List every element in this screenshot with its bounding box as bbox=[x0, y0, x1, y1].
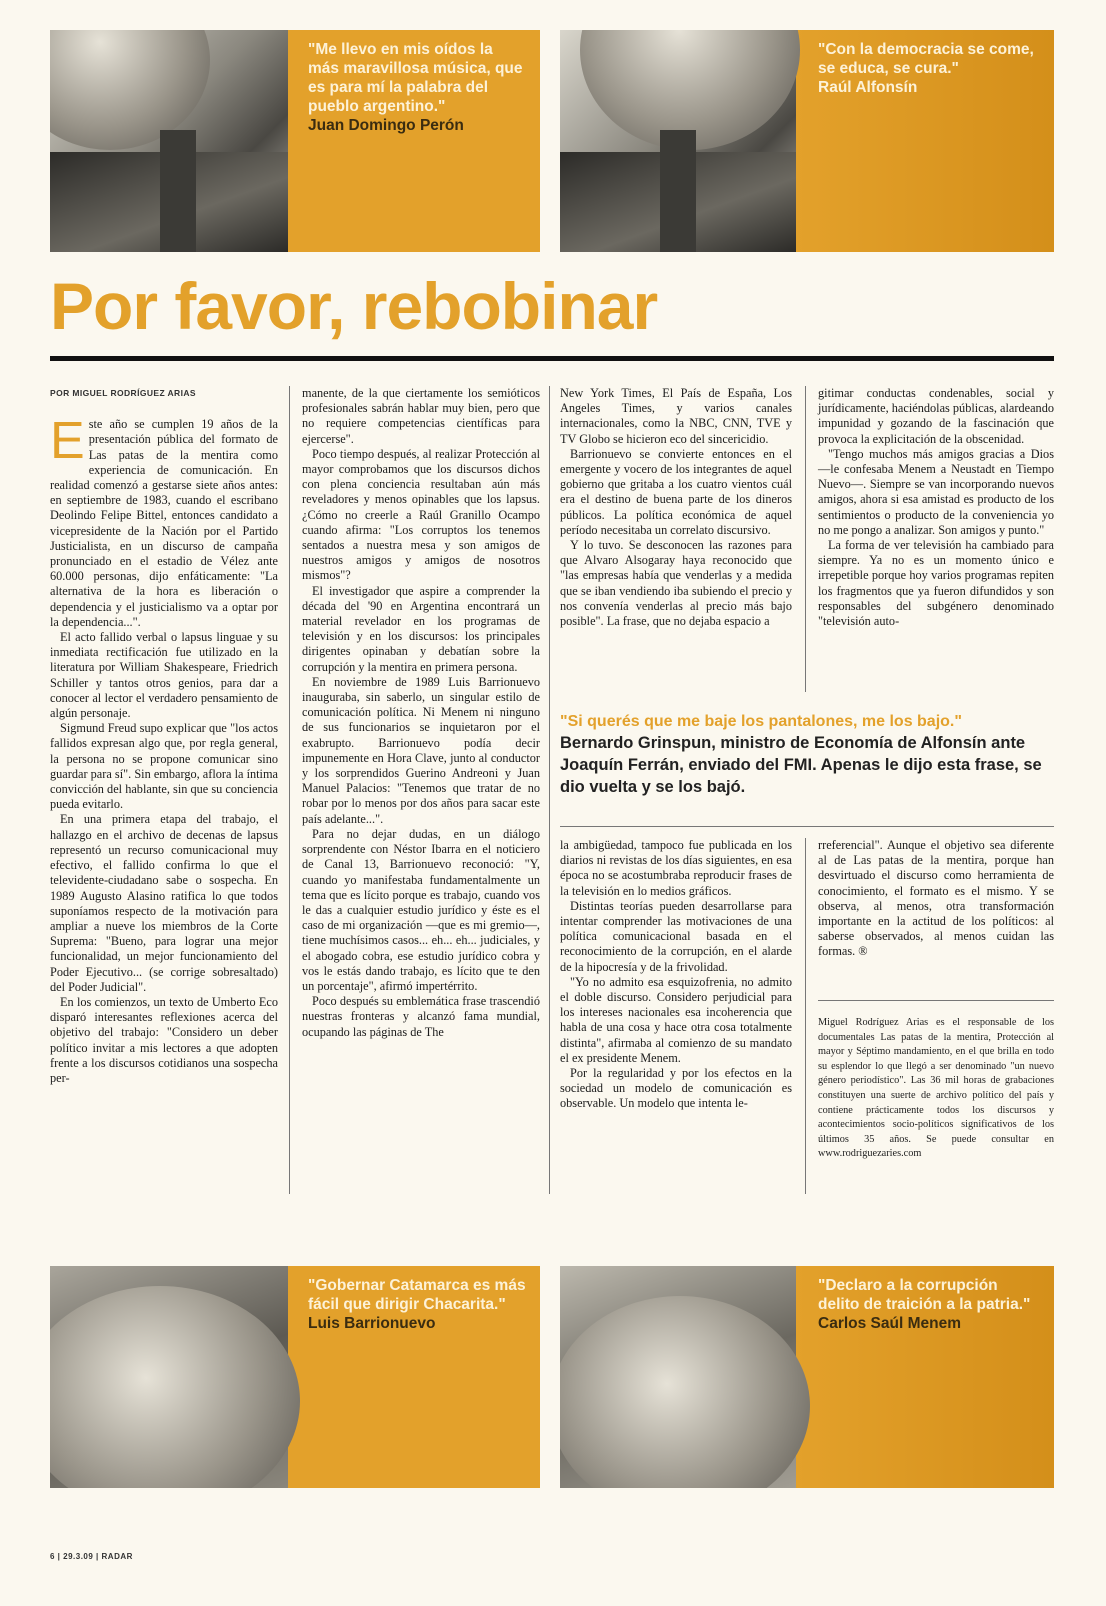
quote-author: Carlos Saúl Menem bbox=[818, 1315, 961, 1332]
paragraph: En noviembre de 1989 Luis Barrionuevo inauguraba, sin saberlo, un singular estilo de comunicación política. Ni Menem ni ninguno de sus funcionarios se inquietaron por el exabrupto. Barrionuevo podía decir impunemente en Hora Clave, junto al conductor y los sorprendidos Guerino Andreoni y Juan Manuel Palacios: "Tenemos que tratar de no robar por lo menos por dos años para sacar este país adelante...". bbox=[302, 674, 540, 826]
column-divider bbox=[549, 386, 550, 1194]
column-4-bottom bbox=[818, 838, 1054, 960]
paragraph: Por la regularidad y por los efectos en la sociedad un modelo de comunicación es observable. Un modelo que intenta le- bbox=[560, 1066, 792, 1111]
column-3-top bbox=[560, 386, 792, 629]
paragraph: En los comienzos, un texto de Umberto Eco disparó interesantes reflexiones acerca del objetivo del trabajo: "Considero un deber político invitar a mis lectores a que adopten frente a los discursos cotidianos una sospecha per- bbox=[50, 994, 278, 1085]
pull-quote bbox=[560, 712, 1054, 798]
page-footer: 6 | 29.3.09 | RADAR bbox=[50, 1552, 133, 1561]
headline: Por favor, rebobinar bbox=[50, 269, 658, 343]
pull-quote-rule bbox=[560, 826, 1054, 827]
paragraph: Y lo tuvo. Se desconocen las razones para que Alvaro Alsogaray haya reconocido que "las empresas había que venderlas y a medida que se iban vendiendo iba subiendo el precio y nos convenía venderlas al precio más bajo posible". La frase, que no dejaba espacio a bbox=[560, 538, 792, 629]
paragraph: El investigador que aspire a comprender la década del '90 en Argentina encontrará un material revelador en los programas de televisión y en los discursos: los principales dirigentes opinaban y debatían sobre la corrupción y la mentira en primera persona. bbox=[302, 583, 540, 674]
quote-box-barrionuevo bbox=[288, 1266, 540, 1488]
quote-text: "Gobernar Catamarca es más fácil que dirigir Chacarita." bbox=[308, 1277, 526, 1313]
paragraph: Barrionuevo se convierte entonces en el emergente y vocero de los integrantes de aquel gobierno que gritaba a los cuatro vientos cuál era el destino de buena parte de los dineros públicos. La política económica de aquel período necesitaba un correlato discursivo. bbox=[560, 446, 792, 537]
peron-photo bbox=[50, 30, 288, 252]
paragraph: "Yo no admito esa esquizofrenia, no admito el doble discurso. Considero perjudicial para los intereses nacionales esa incoherencia que habla de una cosa y hace otra cosa totalmente distinta", afirmaba al comienzo de su mandato el ex presidente Menem. bbox=[560, 974, 792, 1065]
alfonsin-photo bbox=[560, 30, 796, 252]
column-3-bottom bbox=[560, 838, 792, 1112]
pull-quote-attribution: Bernardo Grinspun, ministro de Economía de Alfonsín ante Joaquín Ferrán, enviado del FMI. Apenas le dijo esta frase, se dio vuelta y se los bajó. bbox=[560, 734, 1042, 796]
paragraph: gitimar conductas condenables, social y jurídicamente, haciéndolas públicas, alardeando impunidad y gozando de la fascinación que provoca la explicitación de la obscenidad. bbox=[818, 386, 1054, 446]
author-bio: Miguel Rodríguez Arias es el responsable de los documentales Las patas de la mentira, Protección al mayor y Séptimo mandamiento, en el que brilla en todo su esplendor lo que llegó a ser denominado "un nuevo género periodístico". Las 36 mil horas de grabaciones constituyen una suerte de archivo político del país y contiene prácticamente todos los discursos y acontecimientos socio-políticos significativos de los últimos 35 años. Se puede consultar en www.rodriguezaries.com bbox=[818, 1017, 1054, 1160]
quote-text: "Con la democracia se come, se educa, se cura." bbox=[818, 41, 1034, 77]
barrionuevo-photo bbox=[50, 1266, 288, 1488]
quote-panel-barrionuevo bbox=[50, 1266, 540, 1488]
pull-quote-text: "Si querés que me baje los pantalones, me los bajo." bbox=[560, 713, 962, 730]
paragraph: la ambigüedad, tampoco fue publicada en los diarios ni revistas de los días siguientes, en esa época no se acostumbraba reproducir frases de la televisión en lo medios gráficos. bbox=[560, 838, 792, 898]
quote-author: Luis Barrionuevo bbox=[308, 1315, 436, 1332]
paragraph: En una primera etapa del trabajo, el hallazgo en el archivo de decenas de lapsus representó un recurso comunicacional muy efectivo, el fallido confirma lo que el televidente-ciudadano sabe o sospecha. En 1989 Augusto Alasino ratifica lo que todos suponíamos respecto de la motivación para ampliar a nueve los miembros de la Corte Suprema: "Bueno, para lograr una mejor funcionalidad, un mejor funcionamiento del Poder Ejecutivo... (se corrige sobresaltado) del Poder Judicial". bbox=[50, 812, 278, 994]
quote-text: "Me llevo en mis oídos la más maravillosa música, que es para mí la palabra del pueblo argentino." bbox=[308, 41, 523, 115]
paragraph: manente, de la que ciertamente los semióticos profesionales sabrán hablar muy bien, pero que no requiere competencias científicas para ejercerse". bbox=[302, 386, 540, 446]
headline-rule bbox=[50, 356, 1054, 361]
column-divider bbox=[805, 838, 806, 1194]
quote-box-menem bbox=[796, 1266, 1054, 1488]
column-divider bbox=[805, 386, 806, 692]
paragraph: Sigmund Freud supo explicar que "los actos fallidos expresan algo que, por regla general, la persona no se propone comunicar sino guardar para sí". Sin embargo, aflora la íntima convicción del hablante, sin que su conciencia pueda evitarlo. bbox=[50, 721, 278, 812]
column-2 bbox=[302, 386, 540, 1040]
column-1 bbox=[50, 386, 278, 1086]
quote-panel-alfonsin bbox=[560, 30, 1054, 252]
paragraph: Distintas teorías pueden desarrollarse para intentar comprender las motivaciones de una política comunicacional basada en el reconocimiento de la corrupción, en el alarde de la hipocresía y de la frivolidad. bbox=[560, 898, 792, 974]
paragraph: rreferencial". Aunque el objetivo sea diferente al de Las patas de la mentira, porque han desvirtuado el discurso como herramienta de conocimiento, el formato es el mismo. Y se observa, al menos, otra transformación importante en la actitud de los políticos: al saberse observados, al menos cuidan las formas. ® bbox=[818, 838, 1054, 959]
menem-photo bbox=[560, 1266, 796, 1488]
column-4-top bbox=[818, 386, 1054, 629]
paragraph: Para no dejar dudas, en un diálogo sorprendente con Néstor Ibarra en el noticiero de Canal 13, Barrionuevo reconoció: "Y, cuando yo manifestaba fundamentalmente un tema que es lícito porque es trabajo, cuando vos le das a cualquier estudio jurídico y éste es el caso de mi organización —que es mi gremio—, tiene muchísimos casos... eh... eh... judiciales, y el abogado cobra, ese estudio jurídico cobra y vos le estás dando trabajo, es lícito que te den un porcentaje", afirmó impertérrito. bbox=[302, 826, 540, 993]
column-divider bbox=[289, 386, 290, 1194]
quote-author: Juan Domingo Perón bbox=[308, 117, 464, 134]
quote-panel-peron bbox=[50, 30, 540, 252]
quote-text: "Declaro a la corrupción delito de traición a la patria." bbox=[818, 1277, 1031, 1313]
quote-box-alfonsin bbox=[796, 30, 1054, 252]
paragraph: La forma de ver televisión ha cambiado para siempre. Ya no es un momento único e irrepetible porque hoy varios programas repiten los fragmentos que ya fueron difundidos y son responsables del subgénero denominado "televisión auto- bbox=[818, 538, 1054, 629]
paragraph: "Tengo muchos más amigos gracias a Dios —le confesaba Menem a Neustadt en Tiempo Nuevo—. Siempre se van incorporando nuevos amigos, ahora si esa amistad es producto de los sentimientos o producto de la conveniencia yo no me pongo a analizar. Son amigos y punto." bbox=[818, 446, 1054, 537]
bio-rule bbox=[818, 1000, 1054, 1001]
paragraph: Poco tiempo después, al realizar Protección al mayor comprobamos que los discursos dichos con plena conciencia resultaban aún más reveladores y menos opinables que los lapsus. ¿Cómo no creerle a Raúl Granillo Ocampo cuando afirma: "Los corruptos los tenemos sentados a nuestra mesa y son amigos de nuestros amigos y amigos de nosotros mismos"? bbox=[302, 446, 540, 583]
byline: POR MIGUEL RODRÍGUEZ ARIAS bbox=[50, 388, 196, 398]
quote-author: Raúl Alfonsín bbox=[818, 79, 918, 96]
paragraph: Poco después su emblemática frase trascendió nuestras fronteras y alcanzó fama mundial, ocupando las páginas de The bbox=[302, 994, 540, 1039]
paragraph: El acto fallido verbal o lapsus linguae y su inmediata rectificación fue utilizado en la literatura por William Shakespeare, Friedrich Schiller y tantos otros genios, para dar a conocer al lector el verdadero pensamiento de algún personaje. bbox=[50, 630, 278, 721]
drop-cap: E bbox=[50, 412, 85, 471]
paragraph: Este año se cumplen 19 años de la presentación pública del formato de Las patas de la mentira como experiencia de comunicación. En realidad comenzó a gestarse siete años antes: en septiembre de 1983, cuando el escribano Deolindo Felipe Bittel, entonces candidato a vicepresidente de la Nación por el Partido Justicialista, en un discurso de campaña pronunciado en el estadio de Vélez ante 60.000 personas, dijo enfáticamente: "La alternativa de la hora es liberación o dependencia y el justicialismo va a optar por la dependencia...". bbox=[50, 412, 278, 629]
paragraph: New York Times, El País de España, Los Angeles Times, y varios canales internacionales, como la NBC, CNN, TVE y TV Globo se hicieron eco del sincericidio. bbox=[560, 386, 792, 446]
quote-panel-menem bbox=[560, 1266, 1054, 1488]
quote-box-peron bbox=[288, 30, 540, 252]
